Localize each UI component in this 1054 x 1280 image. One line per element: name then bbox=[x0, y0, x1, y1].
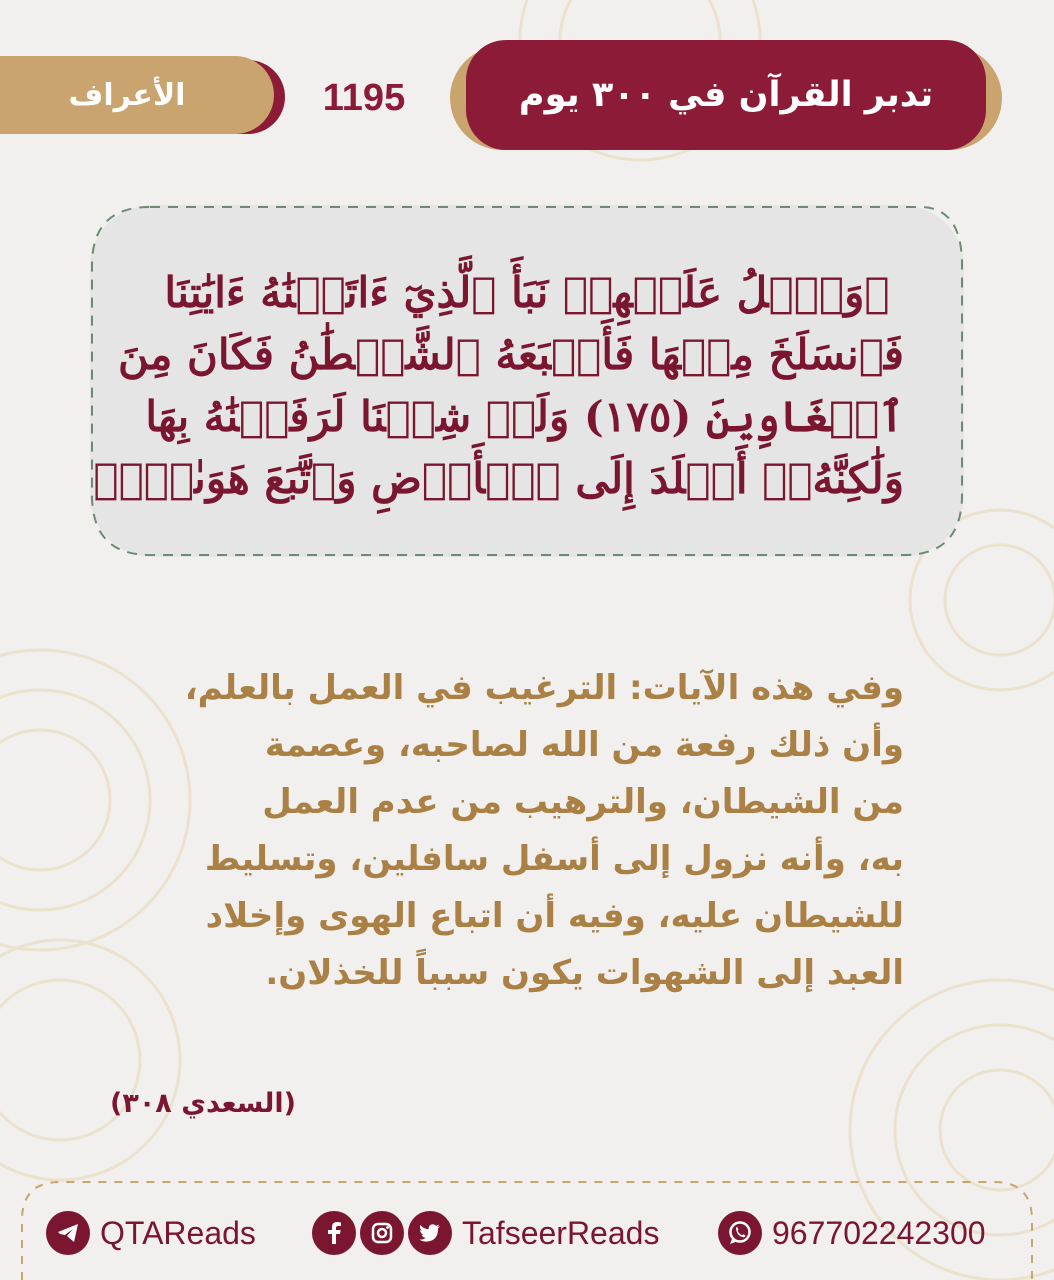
commentary-line: به، وأنه نزول إلى أسفل سافلين، وتسليط bbox=[204, 839, 904, 879]
whatsapp-icon bbox=[718, 1211, 762, 1255]
surah-name: الأعراف bbox=[0, 56, 274, 134]
verse-line: فَٱنسَلَخَ مِنۡهَا فَأَتۡبَعَهُ ٱلشَّيۡطَٰنُ فَكَانَ مِنَ bbox=[117, 330, 904, 379]
source-citation: (السعدي ٣٠٨) bbox=[110, 1088, 296, 1119]
verse-line: وَلَٰكِنَّهُۥٓ أَخۡلَدَ إِلَى ٱلۡأَرۡضِ وَٱتَّبَعَ هَوَىٰهُۚ﴾ bbox=[93, 454, 904, 503]
verse-line: ٱلۡغَاوِينَ (١٧٥) وَلَوۡ شِئۡنَا لَرَفَعۡنَٰهُ بِهَا bbox=[145, 392, 904, 441]
whatsapp-number: 967702242300 bbox=[772, 1214, 986, 1251]
whatsapp-link[interactable] bbox=[718, 1208, 986, 1258]
social-links[interactable] bbox=[312, 1208, 659, 1258]
commentary-line: من الشيطان، والترهيب من عدم العمل bbox=[262, 782, 904, 822]
tafseer-commentary bbox=[150, 660, 904, 1002]
verse-line: ﴿وَٱتۡلُ عَلَيۡهِمۡ نَبَأَ ٱلَّذِيٓ ءَاتَيۡنَٰهُ ءَايَٰتِنَا bbox=[164, 268, 890, 317]
commentary-line: وفي هذه الآيات: الترغيب في العمل بالعلم، bbox=[184, 668, 904, 708]
commentary-line: العبد إلى الشهوات يكون سبباً للخذلان. bbox=[265, 953, 904, 993]
telegram-link[interactable] bbox=[46, 1208, 256, 1258]
page-number: 1195 bbox=[322, 77, 406, 119]
twitter-icon[interactable] bbox=[408, 1211, 452, 1255]
commentary-line: وأن ذلك رفعة من الله لصاحبه، وعصمة bbox=[264, 725, 904, 765]
instagram-icon[interactable] bbox=[360, 1211, 404, 1255]
telegram-icon bbox=[46, 1211, 90, 1255]
facebook-icon[interactable] bbox=[312, 1211, 356, 1255]
social-handle: TafseerReads bbox=[462, 1214, 660, 1251]
telegram-handle: QTAReads bbox=[100, 1214, 256, 1251]
commentary-line: للشيطان عليه، وفيه أن اتباع الهوى وإخلاد bbox=[205, 896, 904, 936]
series-title: تدبر القرآن في ٣٠٠ يوم bbox=[466, 40, 986, 150]
quran-verse bbox=[93, 262, 904, 510]
